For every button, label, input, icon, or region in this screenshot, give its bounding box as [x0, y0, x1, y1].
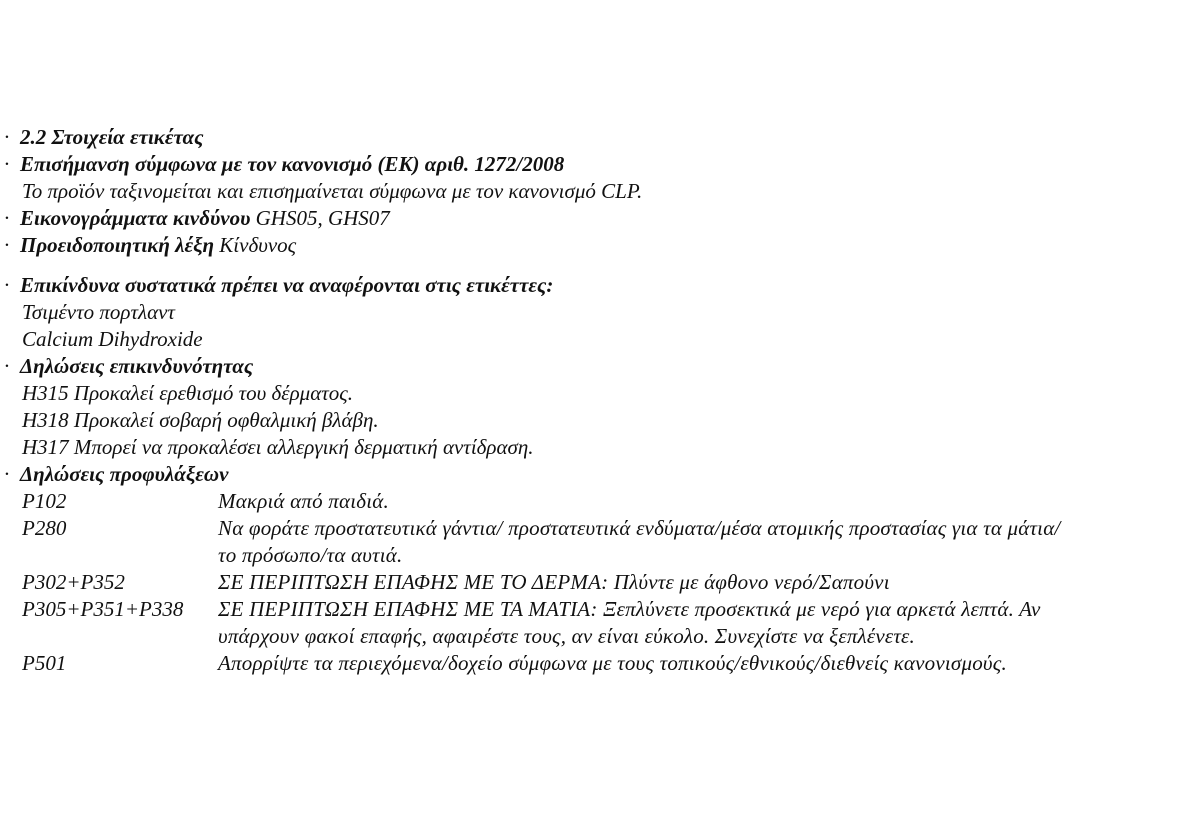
precaution-code: P280: [22, 516, 67, 540]
precaution-row: [0, 515, 1200, 542]
hazard-statement-row: [0, 407, 1200, 434]
hazard-statement-row: [0, 380, 1200, 407]
labelling-heading-row: [0, 151, 1200, 178]
hazard-statement: H318 Προκαλεί σοβαρή οφθαλμική βλάβη.: [22, 408, 379, 432]
pictograms-label: Εικονογράμματα κινδύνου: [20, 206, 251, 230]
hazard-heading: Δηλώσεις επικινδυνότητας: [20, 354, 254, 378]
bullet-marker: ·: [4, 273, 10, 297]
precaution-continuation-row: [0, 623, 1200, 650]
labelling-text-row: [0, 178, 1200, 205]
hazard-statement-row: [0, 434, 1200, 461]
precaution-code: P501: [22, 651, 67, 675]
bullet-marker: ·: [4, 354, 10, 378]
precaution-row: [0, 650, 1200, 677]
precaution-text: το πρόσωπο/τα αυτιά.: [218, 543, 403, 567]
precaution-row: [0, 569, 1200, 596]
component-name: Τσιμέντο πορτλαντ: [22, 300, 175, 324]
precaution-heading: Δηλώσεις προφυλάξεων: [20, 462, 229, 486]
precaution-row: [0, 596, 1200, 623]
bullet-marker: ·: [4, 462, 10, 486]
precaution-heading-row: [0, 461, 1200, 488]
labelling-heading: Επισήμανση σύμφωνα με τον κανονισμό (ΕΚ) αριθ. 1272/2008: [20, 152, 565, 176]
precaution-code: P305+P351+P338: [22, 597, 184, 621]
hazard-heading-row: [0, 353, 1200, 380]
hazard-statement: H315 Προκαλεί ερεθισμό του δέρματος.: [22, 381, 354, 405]
bullet-marker: ·: [4, 206, 10, 230]
bullet-marker: ·: [4, 125, 10, 149]
precaution-text: ΣΕ ΠΕΡΙΠΤΩΣΗ ΕΠΑΦΗΣ ΜΕ ΤΟ ΔΕΡΜΑ: Πλύντε με άφθονο νερό/Σαπούνι: [218, 570, 890, 594]
component-name: Calcium Dihydroxide: [22, 327, 203, 351]
pictograms-heading: [20, 205, 390, 232]
section-title-row: [0, 124, 1200, 151]
signal-word-label: Προειδοποιητική λέξη: [20, 233, 215, 257]
hazard-statement: H317 Μπορεί να προκαλέσει αλλεργική δερματική αντίδραση.: [22, 435, 534, 459]
signal-word-row: [0, 232, 1200, 259]
component-row: [0, 326, 1200, 353]
precaution-text: Να φοράτε προστατευτικά γάντια/ προστατευτικά ενδύματα/μέσα ατομικής προστασίας για τα μάτια/: [218, 516, 1061, 540]
sds-section-label-elements: [0, 124, 1200, 677]
components-heading-row: [0, 272, 1200, 299]
precaution-code: P102: [22, 489, 67, 513]
pictograms-row: [0, 205, 1200, 232]
precaution-text: Απορρίψτε τα περιεχόμενα/δοχείο σύμφωνα με τους τοπικούς/εθνικούς/διεθνείς κανονισμούς.: [218, 651, 1007, 675]
precaution-continuation-row: [0, 542, 1200, 569]
section-title: 2.2 Στοιχεία ετικέτας: [20, 125, 204, 149]
bullet-marker: ·: [4, 152, 10, 176]
bullet-marker: ·: [4, 233, 10, 257]
precaution-text: ΣΕ ΠΕΡΙΠΤΩΣΗ ΕΠΑΦΗΣ ΜΕ ΤΑ ΜΑΤΙΑ: Ξεπλύνετε προσεκτικά με νερό για αρκετά λεπτά. Αν: [218, 597, 1041, 621]
components-heading: Επικίνδυνα συστατικά πρέπει να αναφέρονται στις ετικέττες:: [20, 273, 554, 297]
component-row: [0, 299, 1200, 326]
precaution-text: υπάρχουν φακοί επαφής, αφαιρέστε τους, αν είναι εύκολο. Συνεχίστε να ξεπλένετε.: [218, 624, 915, 648]
signal-word-heading: [20, 232, 296, 259]
pictograms-value: GHS05, GHS07: [255, 206, 390, 230]
labelling-text: Το προϊόν ταξινομείται και επισημαίνεται σύμφωνα με τον κανονισμό CLP.: [22, 179, 643, 203]
precaution-code: P302+P352: [22, 570, 125, 594]
signal-word-value: Κίνδυνος: [219, 233, 297, 257]
precaution-text: Μακριά από παιδιά.: [218, 489, 389, 513]
precaution-row: [0, 488, 1200, 515]
